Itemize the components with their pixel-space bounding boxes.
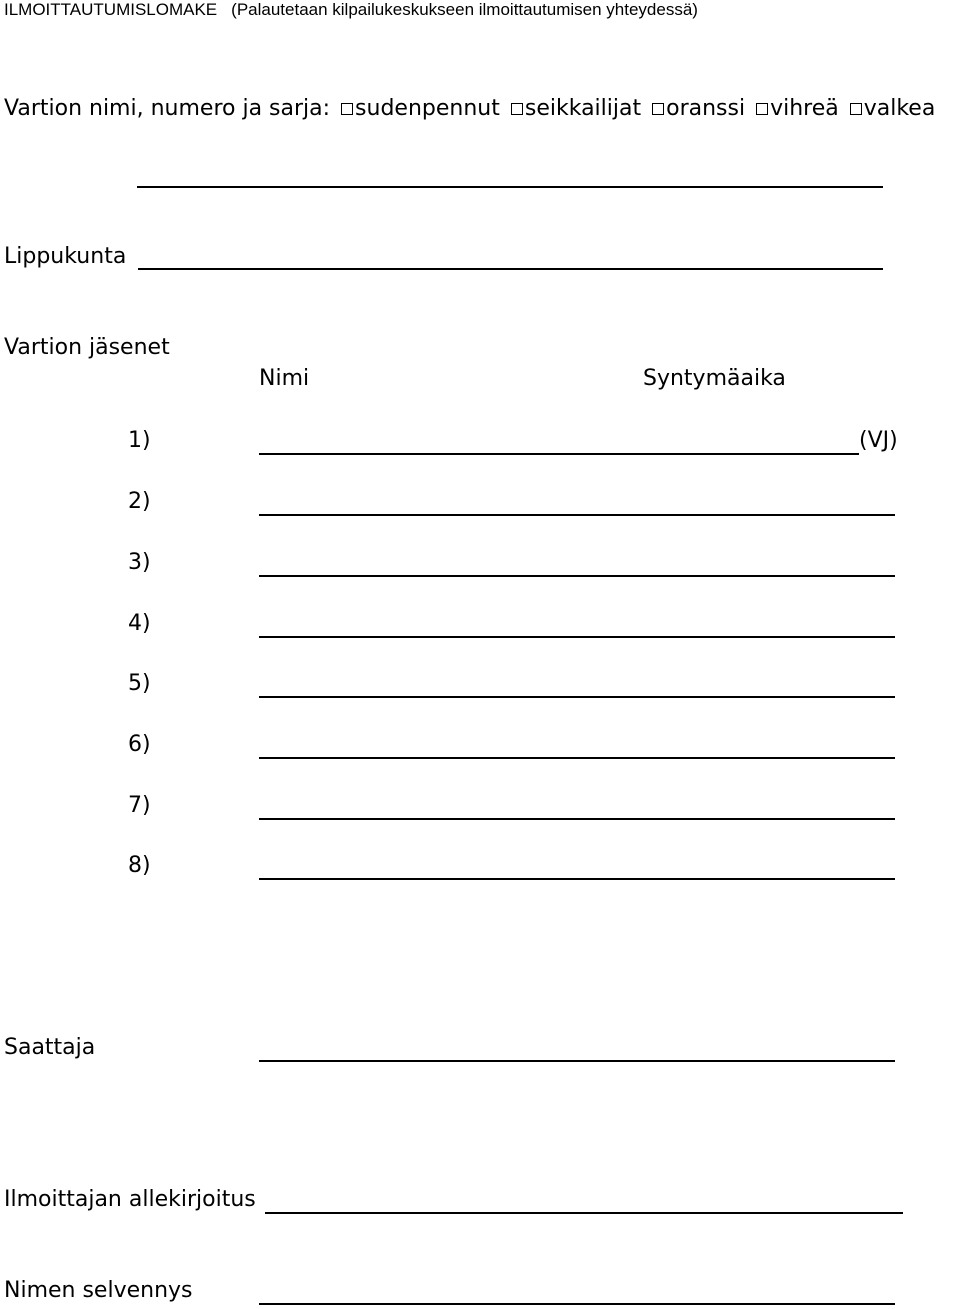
troop-label: Lippukunta: [4, 244, 127, 269]
troop-field[interactable]: [138, 268, 883, 270]
signature-label: Ilmoittajan allekirjoitus: [4, 1187, 256, 1212]
member-field[interactable]: [259, 757, 895, 759]
col-header-birthdate: Syntymäaika: [643, 366, 786, 391]
form-header: [4, 0, 698, 20]
series-option-valkea[interactable]: valkea: [846, 96, 936, 121]
escort-field[interactable]: [259, 1060, 895, 1062]
checkbox[interactable]: [341, 103, 353, 115]
series-option-oranssi[interactable]: oranssi: [648, 96, 745, 121]
member-field[interactable]: [259, 514, 895, 516]
member-row-number: 5): [128, 671, 151, 696]
member-field[interactable]: [259, 818, 895, 820]
checkbox[interactable]: [850, 103, 862, 115]
checkbox[interactable]: [511, 103, 523, 115]
form-subtitle: (Palautetaan kilpailukeskukseen ilmoittautumisen yhteydessä): [231, 0, 698, 19]
leader-suffix: (VJ): [859, 428, 898, 453]
series-option-seikkailijat[interactable]: seikkailijat: [507, 96, 641, 121]
series-option-sudenpennut[interactable]: sudenpennut: [337, 96, 500, 121]
member-row-number: 8): [128, 853, 151, 878]
checkbox[interactable]: [652, 103, 664, 115]
team-line: [4, 96, 935, 121]
member-row-number: 7): [128, 793, 151, 818]
team-label: Vartion nimi, numero ja sarja:: [4, 96, 331, 121]
signature-field[interactable]: [265, 1212, 903, 1214]
member-row-number: 2): [128, 489, 151, 514]
form-title: ILMOITTAUTUMISLOMAKE: [4, 0, 218, 19]
checkbox[interactable]: [756, 103, 768, 115]
member-field[interactable]: [259, 696, 895, 698]
series-option-vihrea[interactable]: vihreä: [752, 96, 839, 121]
member-row-number: 4): [128, 611, 151, 636]
member-field[interactable]: [259, 636, 895, 638]
col-header-name: Nimi: [259, 366, 310, 391]
member-field[interactable]: [259, 878, 895, 880]
member-field[interactable]: [259, 575, 895, 577]
members-label: Vartion jäsenet: [4, 335, 170, 360]
member-field[interactable]: [259, 453, 859, 455]
member-row-number: 1): [128, 428, 151, 453]
clarification-field[interactable]: [259, 1303, 895, 1305]
clarification-label: Nimen selvennys: [4, 1278, 193, 1303]
escort-label: Saattaja: [4, 1035, 96, 1060]
team-name-field[interactable]: [137, 186, 883, 188]
member-row-number: 6): [128, 732, 151, 757]
member-row-number: 3): [128, 550, 151, 575]
